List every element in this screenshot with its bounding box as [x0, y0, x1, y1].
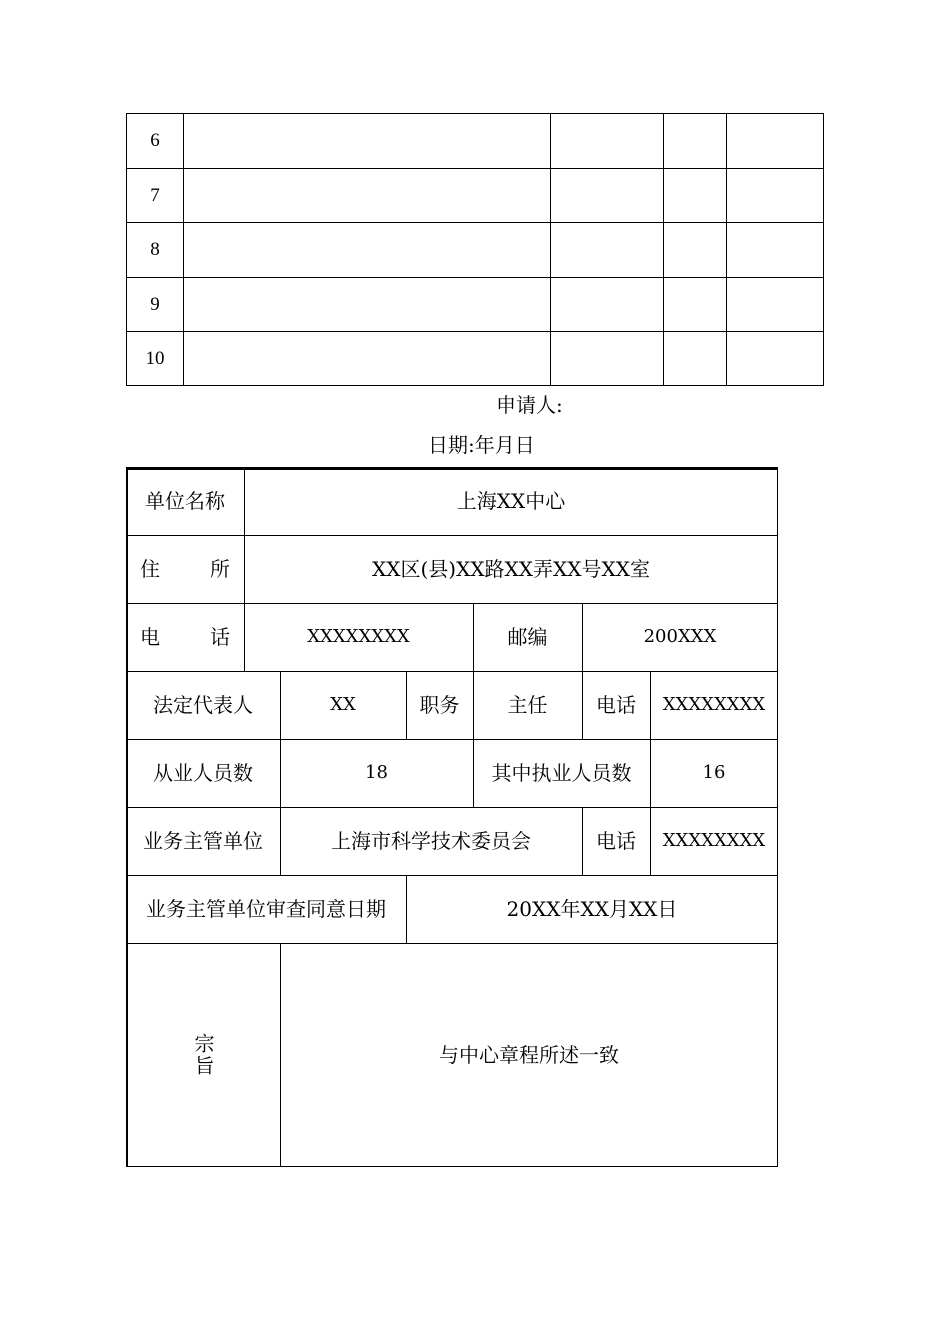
address-value: XX区(县)XX路XX弄XX号XX室: [372, 557, 650, 581]
rep-phone-label: 电话: [596, 693, 636, 717]
address-label-char: 住: [140, 557, 160, 581]
row-number: 8: [150, 238, 160, 260]
table-row: [127, 331, 823, 385]
supervisor-phone-value: XXXXXXXX: [662, 830, 766, 851]
phone-label: [126, 603, 244, 671]
licensed-staff-label: 其中执业人员数: [491, 761, 632, 785]
table-row: [127, 277, 823, 331]
staff-value: 18: [365, 762, 388, 783]
licensed-staff-value: 16: [702, 762, 726, 783]
unit-name-label: 单位名称: [145, 489, 225, 513]
phone-label-char: 电: [140, 625, 160, 649]
row-number: 9: [150, 293, 160, 315]
postcode-value: 200XXX: [643, 626, 717, 647]
purpose-label: [126, 943, 280, 1167]
registration-form: [126, 467, 778, 1167]
phone-label-char: 话: [210, 625, 230, 649]
date-label: 日期:年月日: [428, 433, 535, 457]
supervisor-label: 业务主管单位: [143, 829, 263, 853]
applicant-label: 申请人:: [496, 393, 563, 417]
row-number: 10: [145, 347, 165, 369]
approval-date-label: 业务主管单位审查同意日期: [146, 897, 386, 921]
purpose-label-text: 宗旨: [191, 1033, 215, 1077]
phone-value: XXXXXXXX: [307, 626, 410, 647]
approval-date-value: 20XX年XX月XX日: [506, 897, 678, 921]
supervisor-phone-label: 电话: [596, 829, 636, 853]
legal-rep-label: 法定代表人: [153, 693, 253, 717]
row-number: 6: [150, 130, 160, 151]
item-table: [126, 113, 824, 386]
staff-label: 从业人员数: [153, 761, 253, 785]
rep-phone-value: XXXXXXXX: [662, 694, 766, 715]
legal-rep-value: XX: [330, 694, 356, 715]
address-label-char: 所: [210, 557, 230, 581]
table-row: [127, 222, 823, 276]
row-number: 7: [150, 184, 160, 206]
supervisor-value: 上海市科学技术委员会: [331, 829, 531, 853]
position-value: 主任: [507, 693, 548, 717]
table-row: [127, 168, 823, 222]
position-label: 职务: [419, 693, 460, 717]
purpose-value: 与中心章程所述一致: [439, 1043, 619, 1067]
table-row: [127, 114, 823, 168]
unit-name-value: 上海XX中心: [456, 489, 566, 513]
address-label: [126, 535, 244, 603]
postcode-label: 邮编: [507, 625, 548, 649]
